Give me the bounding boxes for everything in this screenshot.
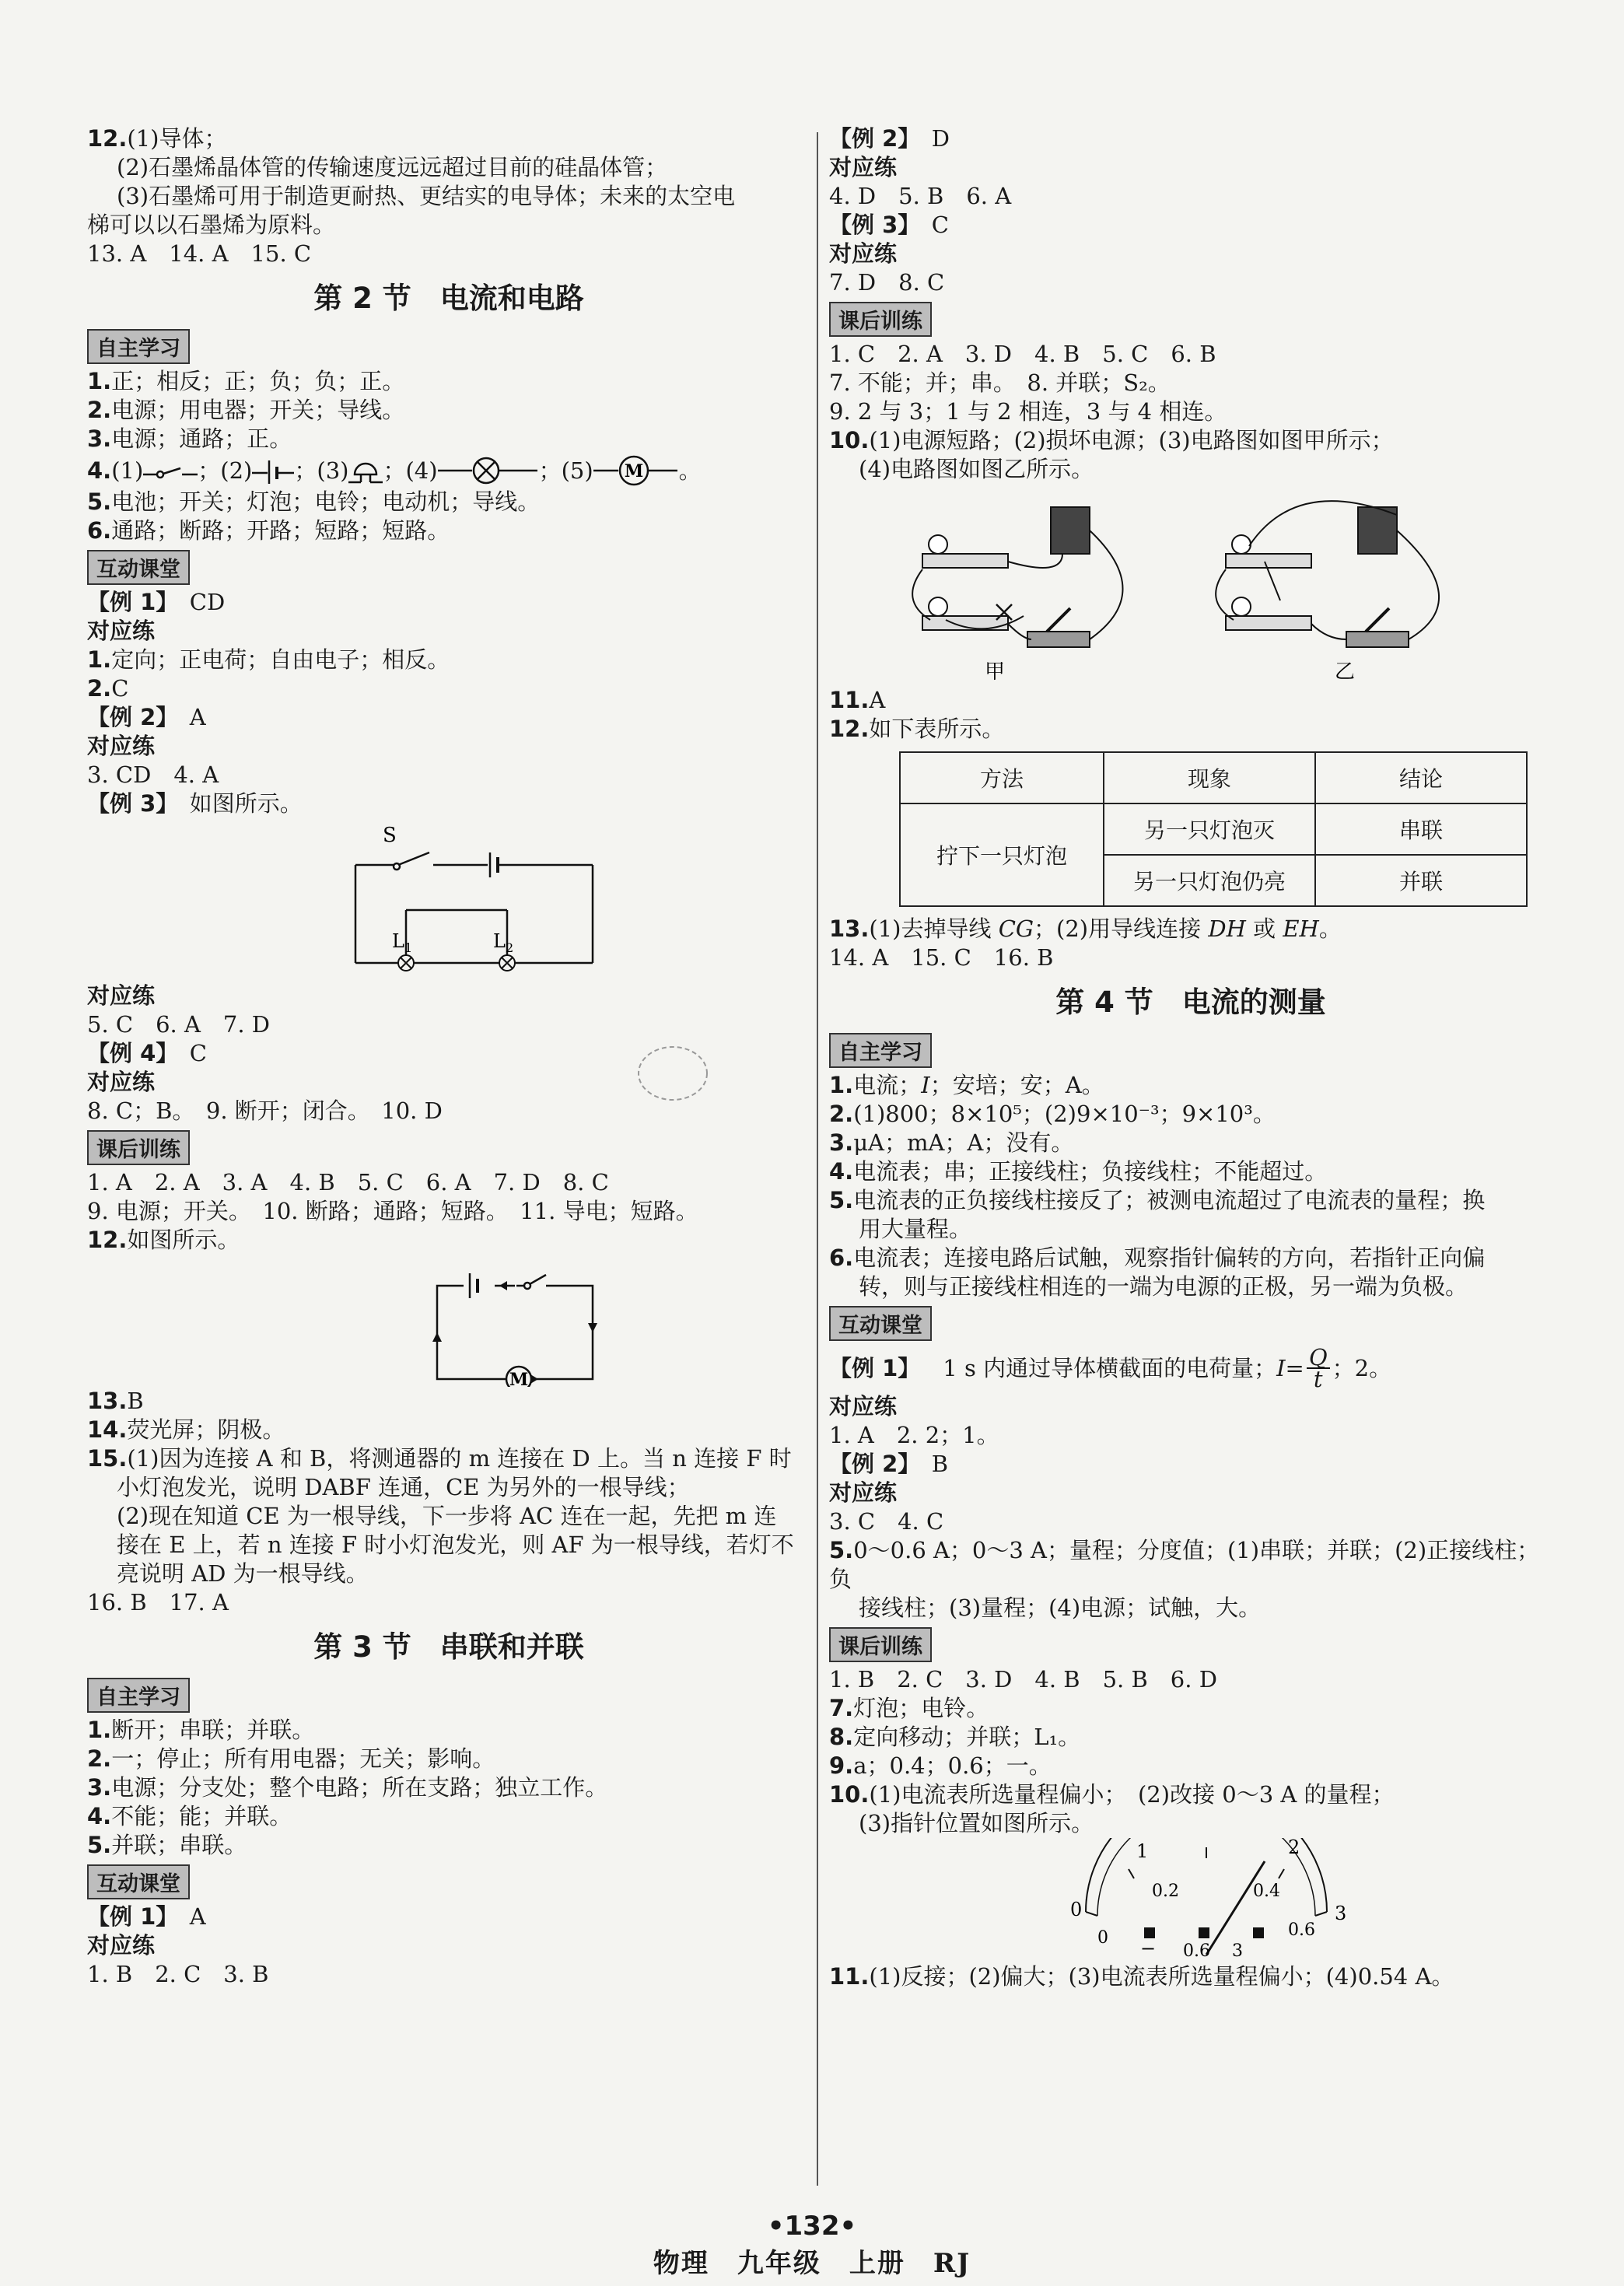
table-header: 方法 <box>900 752 1104 803</box>
example-line: 【例 4】 C <box>87 1040 207 1066</box>
section-label: 互动课堂 <box>87 1864 190 1899</box>
section-label: 互动课堂 <box>829 1306 932 1341</box>
answer-line: 1.定向；正电荷；自由电子；相反。 <box>87 646 450 673</box>
answer-line: 14. A 15. C 16. B <box>829 944 1054 971</box>
answer-line: 5.电池；开关；灯泡；电铃；电动机；导线。 <box>87 488 541 515</box>
answer-line: 12.如下表所示。 <box>829 716 1005 742</box>
practice-heading: 对应练 <box>87 1932 156 1959</box>
answer-line: 8. C；B。 9. 断开；闭合。 10. D <box>87 1097 443 1124</box>
example-line: 【例 3】 C <box>829 212 949 238</box>
answer-line: 2.电源；用电器；开关；导线。 <box>87 397 405 423</box>
fraction: $\frac{Q}{t}$ <box>1307 1347 1330 1389</box>
answer-line: 1. B 2. C 3. B <box>87 1961 269 1987</box>
section-label: 课后训练 <box>829 1627 932 1662</box>
column-divider <box>817 132 818 2186</box>
answer-line: (2)石墨烯晶体管的传输速度远远超过目前的硅晶体管； <box>117 154 668 180</box>
section-label: 课后训练 <box>87 1130 190 1165</box>
svg-text:0: 0 <box>1070 1899 1083 1920</box>
switch-symbol-icon <box>143 459 198 482</box>
answer-line: 13.B <box>87 1388 144 1414</box>
battery-symbol-icon <box>252 457 294 484</box>
stamp-mark-icon <box>630 1038 716 1108</box>
section-title: 第 2 节 电流和电路 <box>313 282 584 315</box>
answer-line: 8.定向移动；并联；L₁。 <box>829 1724 1081 1750</box>
answer-line: 转，则与正接线柱相连的一端为电源的正极，另一端为负极。 <box>859 1273 1468 1300</box>
practice-heading: 对应练 <box>87 1069 156 1095</box>
svg-text:1: 1 <box>1136 1840 1149 1862</box>
practice-heading: 对应练 <box>87 618 156 644</box>
svg-text:乙: 乙 <box>1335 660 1356 684</box>
answer-line: 3.电源；通路；正。 <box>87 425 292 452</box>
motor-symbol-icon <box>593 455 679 486</box>
table-cell: 另一只灯泡灭 <box>1104 803 1315 855</box>
answer-line: 接线柱；(3)量程；(4)电源；试触，大。 <box>859 1595 1262 1621</box>
answer-line: 5.0～0.6 A；0～3 A；量程；分度值；(1)串联；并联；(2)正接线柱；负 <box>829 1537 1540 1592</box>
answer-line: 6.电流表；连接电路后试触，观察指针偏转的方向，若指针正向偏 <box>829 1245 1486 1271</box>
practice-heading: 对应练 <box>829 154 898 180</box>
svg-text:M: M <box>509 1370 529 1387</box>
example-line: 【例 2】 D <box>829 125 950 152</box>
answer-line: 11.A <box>829 687 886 713</box>
svg-text:2: 2 <box>1288 1838 1300 1858</box>
parallel-circuit-diagram <box>87 818 810 982</box>
answer-line: 用大量程。 <box>859 1216 972 1242</box>
practice-heading: 对应练 <box>87 982 156 1009</box>
svg-text:3: 3 <box>1335 1903 1347 1924</box>
practice-heading: 对应练 <box>87 733 156 759</box>
svg-text:L: L <box>493 930 506 952</box>
answer-line: 3.电源；分支处；整个电路；所在支路；独立工作。 <box>87 1774 608 1801</box>
answer-line: 14.荧光屏；阴极。 <box>87 1416 285 1443</box>
section-label: 课后训练 <box>829 302 932 337</box>
answer-line: 5. C 6. A 7. D <box>87 1011 271 1038</box>
answer-line: 16. B 17. A <box>87 1589 229 1616</box>
lamp-symbol-icon <box>438 457 539 485</box>
answer-line: 1.断开；串联；并联。 <box>87 1717 315 1743</box>
answer-line: 1. B 2. C 3. D 4. B 5. B 6. D <box>829 1666 1217 1693</box>
svg-text:0.2: 0.2 <box>1152 1882 1179 1901</box>
circuit-symbols-line: 4. (1) ；(2) ；(3) ；(4) ；(5) M 。 <box>87 453 810 488</box>
example-line: 【例 1】 1 s 内通过导体横截面的电荷量； I = $\frac{Q}{t}$ ；2。 <box>829 1344 1392 1392</box>
answer-line: 4.不能；能；并联。 <box>87 1803 292 1829</box>
answer-line: 12.如图所示。 <box>87 1227 240 1253</box>
example-line: 【例 1】 CD <box>87 589 226 615</box>
example-line: 【例 2】 B <box>829 1451 949 1477</box>
svg-text:0: 0 <box>1097 1928 1108 1948</box>
answer-line: 9. 电源；开关。 10. 断路；通路；短路。 11. 导电；短路。 <box>87 1198 698 1224</box>
answer-line: 1.正；相反；正；负；负；正。 <box>87 368 405 394</box>
answer-line: 10.(1)电源短路；(2)损坏电源；(3)电路图如图甲所示； <box>829 427 1394 453</box>
right-column <box>829 124 1552 1991</box>
table-cell: 并联 <box>1315 855 1527 906</box>
answer-line: 13.(1)去掉导线 CG；(2)用导线连接 DH 或 EH。 <box>829 915 1342 942</box>
section-label: 互动课堂 <box>87 550 190 585</box>
answer-line: (2)现在知道 CE 为一根导线，下一步将 AC 连在一起，先把 m 连 <box>117 1503 777 1529</box>
motor-circuit-diagram <box>87 1255 810 1387</box>
svg-text:0.6: 0.6 <box>1288 1920 1315 1940</box>
svg-text:0.4: 0.4 <box>1253 1882 1280 1901</box>
answer-line: 6.通路；断路；开路；短路；短路。 <box>87 517 450 544</box>
ammeter-dial-diagram <box>829 1838 1552 1962</box>
svg-text:2: 2 <box>506 940 514 955</box>
answer-line: 3. C 4. C <box>829 1508 944 1535</box>
answer-line: 12.(1)导体； <box>87 125 227 152</box>
svg-text:−: − <box>1140 1938 1157 1959</box>
svg-text:L: L <box>392 930 404 952</box>
answer-line: 3. CD 4. A <box>87 761 219 788</box>
answer-line: 1.电流；I；安培；安；A。 <box>829 1072 1104 1098</box>
answer-line: 亮说明 AD 为一根导线。 <box>117 1560 369 1587</box>
answer-line: 接在 E 上，若 n 连接 F 时小灯泡发光，则 AF 为一根导线，若灯不 <box>117 1532 794 1558</box>
svg-text:3: 3 <box>1232 1941 1243 1961</box>
answer-line: 10.(1)电流表所选量程偏小； (2)改接 0～3 A 的量程； <box>829 1781 1395 1808</box>
answer-line: 1. A 2. A 3. A 4. B 5. C 6. A 7. D 8. C <box>87 1169 609 1196</box>
page-number: •132• <box>767 2211 857 2242</box>
section-title: 第 4 节 电流的测量 <box>1055 985 1326 1019</box>
section-label: 自主学习 <box>87 329 190 364</box>
example-line: 【例 3】 如图所示。 <box>87 790 303 817</box>
answer-line: (4)电路图如图乙所示。 <box>859 456 1094 482</box>
answer-line: 4.电流表；串；正接线柱；负接线柱；不能超过。 <box>829 1158 1328 1185</box>
table-cell: 串联 <box>1315 803 1527 855</box>
answer-line: 4. D 5. B 6. A <box>829 183 1012 209</box>
answer-line: 2.(1)800；8×10⁵；(2)9×10⁻³；9×10³。 <box>829 1101 1276 1127</box>
page-footer: 物理 九年级 上册 RJ <box>653 2248 971 2279</box>
answer-line: 梯可以以石墨烯为原料。 <box>87 212 336 238</box>
svg-text:1: 1 <box>404 940 413 955</box>
svg-text:0.6: 0.6 <box>1183 1941 1210 1961</box>
example-line: 【例 1】 A <box>87 1903 206 1930</box>
physical-circuit-diagram <box>829 484 1552 686</box>
answer-line: 1. A 2. 2；1。 <box>829 1422 999 1448</box>
example-line: 【例 2】 A <box>87 704 206 730</box>
table-cell: 拧下一只灯泡 <box>900 803 1104 906</box>
answer-table <box>899 751 1528 907</box>
answer-line: 5.并联；串联。 <box>87 1832 247 1858</box>
bell-symbol-icon <box>348 457 383 484</box>
answer-line: 2.C <box>87 675 129 702</box>
practice-heading: 对应练 <box>829 1393 898 1420</box>
section-label: 自主学习 <box>829 1033 932 1068</box>
table-header: 现象 <box>1104 752 1315 803</box>
section-title: 第 3 节 串联和并联 <box>313 1630 584 1664</box>
section-label: 自主学习 <box>87 1678 190 1713</box>
practice-heading: 对应练 <box>829 240 898 267</box>
svg-text:M: M <box>624 461 643 481</box>
answer-line: 11.(1)反接；(2)偏大；(3)电流表所选量程偏小；(4)0.54 A。 <box>829 1963 1454 1990</box>
answer-line: 15.(1)因为连接 A 和 B，将测通器的 m 连接在 D 上。当 n 连接 F 时 <box>87 1445 792 1472</box>
answer-line: 小灯泡发光，说明 DABF 连通，CE 为另外的一根导线； <box>117 1474 690 1500</box>
answer-line: 5.电流表的正负接线柱接反了；被测电流超过了电流表的量程；换 <box>829 1187 1486 1213</box>
answer-line: 9. 2 与 3；1 与 2 相连，3 与 4 相连。 <box>829 398 1227 425</box>
answer-line: (3)石墨烯可用于制造更耐热、更结实的电导体；未来的太空电 <box>117 183 736 209</box>
answer-line: 7. 不能；并；串。 8. 并联；S₂。 <box>829 369 1171 396</box>
svg-text:S: S <box>383 824 397 847</box>
answer-line: 3.μA；mA；A；没有。 <box>829 1129 1074 1156</box>
answer-line: 7.灯泡；电铃。 <box>829 1695 989 1721</box>
table-header: 结论 <box>1315 752 1527 803</box>
answer-line: 2.一；停止；所有用电器；无关；影响。 <box>87 1745 495 1772</box>
practice-heading: 对应练 <box>829 1479 898 1506</box>
svg-text:甲: 甲 <box>985 660 1006 684</box>
answer-line: (3)指针位置如图所示。 <box>859 1810 1094 1836</box>
answer-line: 9.a；0.4；0.6；一。 <box>829 1752 1052 1779</box>
answer-line: 7. D 8. C <box>829 269 945 296</box>
table-cell: 另一只灯泡仍亮 <box>1104 855 1315 906</box>
answer-line: 1. C 2. A 3. D 4. B 5. C 6. B <box>829 341 1216 367</box>
answer-line: 13. A 14. A 15. C <box>87 240 312 267</box>
